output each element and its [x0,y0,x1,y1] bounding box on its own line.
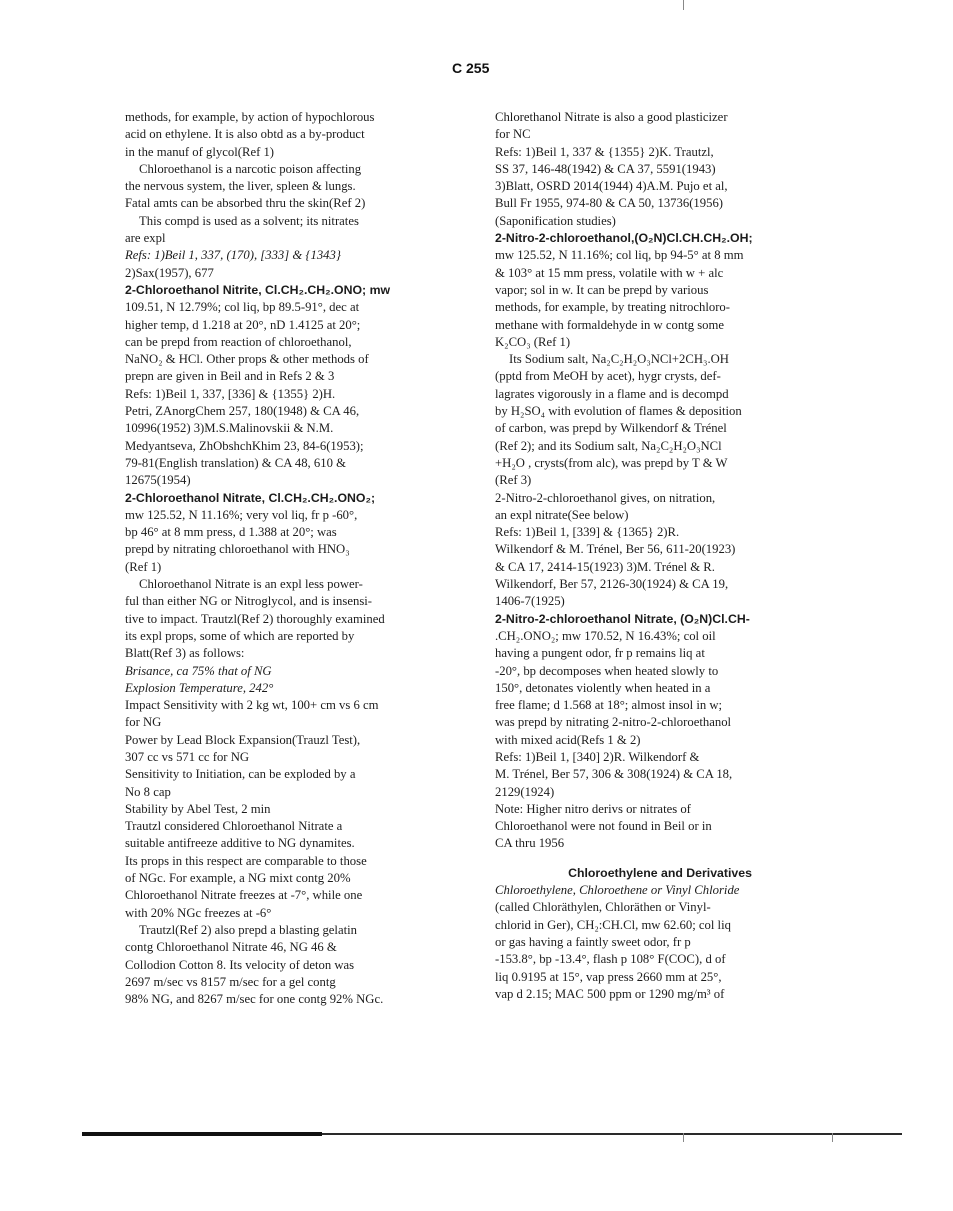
text-line: (Ref 2); and its Sodium salt, Na₂C₂H₂O₃NCl [495,438,722,453]
text-line: SS 37, 146-48(1942) & CA 37, 5591(1943) [495,161,716,176]
text-line: was prepd by nitrating 2-nitro-2-chloroethanol [495,715,732,730]
text-line: Wilkendorf, Ber 57, 2126-30(1924) & CA 19, [495,577,729,592]
entry-heading-nitro-chloroethanol: 2-Nitro-2-chloroethanol,(O₂N)Cl.CH.CH₂.OH; [495,231,753,246]
text-line: liq 0.9195 at 15°, vap press 2660 mm at 25°, [495,969,722,984]
text-line: free flame; d 1.568 at 18°; almost insol in w; [495,698,723,713]
text-line: Trautzl considered Chloroethanol Nitrate a [125,819,343,834]
text-line: by H₂SO₄ with evolution of flames & deposition [495,404,742,419]
text-line: Petri, ZAnorgChem 257, 180(1948) & CA 46, [125,404,360,419]
text-line: M. Trénel, Ber 57, 306 & 308(1924) & CA 18, [495,767,733,782]
text-line: (pptd from MeOH by acet), hygr crysts, def- [495,369,721,384]
text-line: prepn are given in Beil and in Refs 2 & 3 [125,369,335,384]
text-line: & CA 17, 2414-15(1923) 3)M. Trénel & R. [495,559,715,574]
text-line: 307 cc vs 571 cc for NG [125,749,250,764]
text-line: with 20% NGc freezes at -6° [125,905,272,920]
text-line: an expl nitrate(See below) [495,507,629,522]
entry-heading-nitro-chloroethanol-nitrate: 2-Nitro-2-chloroethanol Nitrate, (O₂N)Cl.CH- [495,611,750,626]
text-line: 3)Blatt, OSRD 2014(1944) 4)A.M. Pujo et al, [495,179,728,194]
text-line: mw 125.52, N 11.16%; col liq, bp 94-5° at 8 mm [495,248,744,263]
text-line: ful than either NG or Nitroglycol, and is insensi- [125,594,373,609]
text-line: methods, for example, by treating nitrochloro- [495,300,731,315]
entry-heading-chloroethanol-nitrite: 2-Chloroethanol Nitrite, Cl.CH₂.CH₂.ONO; mw [125,282,391,297]
text-line: with mixed acid(Refs 1 & 2) [495,732,641,747]
text-line: suitable antifreeze additive to NG dynamites. [125,836,355,851]
text-line: chlorid in Ger), CH₂:CH.Cl, mw 62.60; col liq [495,917,731,932]
entry-heading-chloroethanol-nitrate: 2-Chloroethanol Nitrate, Cl.CH₂.CH₂.ONO₂; [125,490,376,505]
text-line: CA thru 1956 [495,836,565,851]
text-line: having a pungent odor, fr p remains liq at [495,646,705,661]
text-line: 1406-7(1925) [495,594,565,609]
text-line: 2)Sax(1957), 677 [125,265,214,280]
text-line: methods, for example, by action of hypochlorous [125,110,375,124]
text-line: 2697 m/sec vs 8157 m/sec for a gel contg [125,974,336,989]
text-line: K₂CO₃ (Ref 1) [495,334,571,349]
text-line: NaNO₂ & HCl. Other props & other methods of [125,352,369,367]
text-line: (Ref 1) [125,559,162,574]
refs-line: Refs: 1)Beil 1, 337, [336] & {1355} 2)H. [125,386,336,401]
property-line: Explosion Temperature, 242° [125,680,274,695]
refs-line: Refs: 1)Beil 1, [340] 2)R. Wilkendorf & [495,749,700,764]
text-line: Chloroethanol were not found in Beil or in [495,819,712,834]
text-line: +H₂O , crysts(from alc), was prepd by T & W [495,455,728,470]
text-line: Collodion Cotton 8. Its velocity of deton was [125,957,355,972]
text-line: methane with formaldehyde in w contg some [495,317,725,332]
text-line: prepd by nitrating chloroethanol with HNO₃ [125,542,350,557]
text-line: Wilkendorf & M. Trénel, Ber 56, 611-20(1923) [495,542,736,557]
text-line: (Ref 3) [495,473,532,488]
text-line: in the manuf of glycol(Ref 1) [125,144,275,159]
text-line: Medyantseva, ZhObshchKhim 23, 84-6(1953); [125,438,364,453]
section-heading: Chloroethylene and Derivatives [568,865,752,880]
text-line: Chloroethylene, Chloroethene or Vinyl Chloride [495,883,740,898]
text-line: contg Chloroethanol Nitrate 46, NG 46 & [125,940,337,955]
text-line: for NC [495,127,531,142]
text-line: of carbon, was prepd by Wilkendorf & Trénel [495,421,727,436]
text-line: (Saponification studies) [495,213,616,228]
page-number: C 255 [452,60,490,76]
text-line: for NG [125,715,162,730]
text-line: lagrates vigorously in a flame and is decompd [495,386,729,401]
text-line: (called Chloräthylen, Chloräthen or Vinyl- [495,900,711,915]
text-line: vapor; sol in w. It can be prepd by various [495,282,709,297]
refs-line: Refs: 1)Beil 1, 337 & {1355} 2)K. Trautzl, [495,144,714,159]
property-line: Impact Sensitivity with 2 kg wt, 100+ cm vs 6 cm [125,698,379,713]
text-line: Chloroethanol Nitrate is an expl less power- [139,577,363,592]
refs-line: Refs: 1)Beil 1, [339] & {1365} 2)R. [495,525,680,540]
right-column [495,109,825,1003]
text-line: 2-Nitro-2-chloroethanol gives, on nitration, [495,490,716,505]
text-line: 2129(1924) [495,784,555,799]
text-line: Chlorethanol Nitrate is also a good plasticizer [495,110,728,124]
text-line: mw 125.52, N 11.16%; very vol liq, fr p -60°, [125,507,358,522]
scan-mark [683,0,684,10]
text-line: Bull Fr 1955, 974-80 & CA 50, 13736(1956) [495,196,724,211]
text-line: Blatt(Ref 3) as follows: [125,646,245,661]
property-line: Sensitivity to Initiation, can be exploded by a [125,767,356,782]
text-line: vap d 2.15; MAC 500 ppm or 1290 mg/m³ of [495,986,725,1001]
text-line: 109.51, N 12.79%; col liq, bp 89.5-91°, dec at [125,300,360,315]
text-line: Its props in this respect are comparable to those [125,853,367,868]
text-line: .CH₂.ONO₂; mw 170.52, N 16.43%; col oil [495,628,716,643]
text-line: No 8 cap [125,784,171,799]
text-line: 150°, detonates violently when heated in a [495,680,711,695]
left-column [125,109,457,1008]
text-line: or gas having a faintly sweet odor, fr p [495,934,691,949]
text-line: 98% NG, and 8267 m/sec for one contg 92% NGc. [125,992,384,1007]
text-line: can be prepd from reaction of chloroethanol, [125,334,352,349]
text-line: of NGc. For example, a NG mixt contg 20% [125,871,351,886]
property-line: Stability by Abel Test, 2 min [125,801,271,816]
text-line: -153.8°, bp -13.4°, flash p 108° F(COC), d of [495,952,726,967]
section-gap [495,853,825,865]
text-line: bp 46° at 8 mm press, d 1.388 at 20°; was [125,525,337,540]
text-line: Chloroethanol Nitrate freezes at -7°, while one [125,888,363,903]
text-line: Chloroethanol is a narcotic poison affecting [139,161,362,176]
text-line: Its Sodium salt, Na₂C₂H₂O₃NCl+2CH₃.OH [509,352,729,367]
refs-line: Refs: 1)Beil 1, 337, (170), [333] & {1343} [125,248,341,263]
text-line: & 103° at 15 mm press, volatile with w + alc [495,265,724,280]
text-line: 10996(1952) 3)M.S.Malinovskii & N.M. [125,421,334,436]
text-line: 12675(1954) [125,473,191,488]
text-line: Fatal amts can be absorbed thru the skin(Ref 2) [125,196,366,211]
text-line: 79-81(English translation) & CA 48, 610 & [125,455,346,470]
bottom-rule-thick [82,1132,322,1136]
property-line: Power by Lead Block Expansion(Trauzl Test), [125,732,361,747]
text-line: higher temp, d 1.218 at 20°, nD 1.4125 at 20°; [125,317,361,332]
text-line: This compd is used as a solvent; its nitrates [139,213,359,228]
note-line: Note: Higher nitro derivs or nitrates of [495,801,691,816]
text-line: Trautzl(Ref 2) also prepd a blasting gelatin [139,922,357,937]
scan-mark [832,1133,833,1142]
text-line: acid on ethylene. It is also obtd as a by-product [125,127,365,142]
scan-mark [683,1133,684,1142]
property-line: Brisance, ca 75% that of NG [125,663,272,678]
text-line: its expl props, some of which are reported by [125,628,355,643]
text-line: are expl [125,231,166,246]
text-line: the nervous system, the liver, spleen & lungs. [125,179,356,194]
text-line: tive to impact. Trautzl(Ref 2) thoroughly examined [125,611,385,626]
text-line: -20°, bp decomposes when heated slowly to [495,663,719,678]
